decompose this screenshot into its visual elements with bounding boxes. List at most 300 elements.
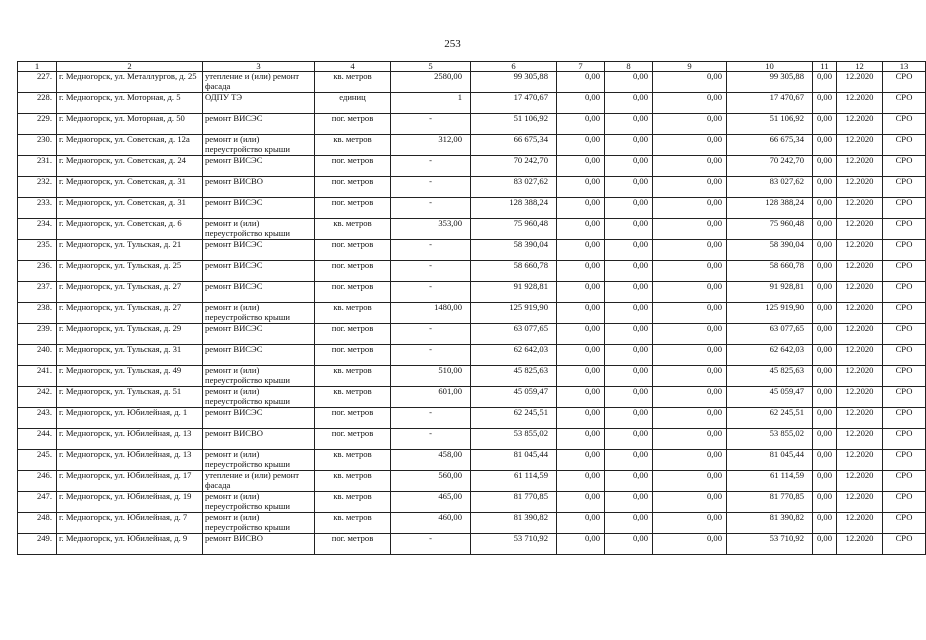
quantity-cell: - [391, 114, 471, 135]
address-cell: г. Медногорск, ул. Тульская, д. 25 [57, 261, 203, 282]
row-number: 229. [18, 114, 57, 135]
quantity-cell: - [391, 429, 471, 450]
unit-cell: пог. метров [315, 534, 391, 555]
quantity-cell: - [391, 345, 471, 366]
source-cell: СРО [883, 492, 926, 513]
col7-cell: 0,00 [557, 240, 605, 261]
table-row [18, 492, 926, 513]
source-cell: СРО [883, 513, 926, 534]
col9-cell: 0,00 [653, 219, 727, 240]
source-cell: СРО [883, 450, 926, 471]
work-type-cell: ремонт и (или) переустройство крыши [203, 387, 315, 408]
col8-cell: 0,00 [605, 513, 653, 534]
source-cell: СРО [883, 324, 926, 345]
table-row [18, 114, 926, 135]
col11-cell: 0,00 [813, 156, 837, 177]
quantity-cell: 465,00 [391, 492, 471, 513]
cost-cell: 83 027,62 [471, 177, 557, 198]
source-cell: СРО [883, 156, 926, 177]
col11-cell: 0,00 [813, 429, 837, 450]
deadline-cell: 12.2020 [837, 93, 883, 114]
row-number: 248. [18, 513, 57, 534]
col7-cell: 0,00 [557, 345, 605, 366]
col11-cell: 0,00 [813, 345, 837, 366]
cost-cell: 125 919,90 [471, 303, 557, 324]
col11-cell: 0,00 [813, 471, 837, 492]
deadline-cell: 12.2020 [837, 324, 883, 345]
cost-cell: 81 770,85 [471, 492, 557, 513]
work-type-cell: ремонт ВИСЭС [203, 156, 315, 177]
col8-cell: 0,00 [605, 114, 653, 135]
deadline-cell: 12.2020 [837, 240, 883, 261]
col7-cell: 0,00 [557, 135, 605, 156]
col11-cell: 0,00 [813, 219, 837, 240]
total-cell: 99 305,88 [727, 72, 813, 93]
unit-cell: пог. метров [315, 114, 391, 135]
row-number: 230. [18, 135, 57, 156]
total-cell: 66 675,34 [727, 135, 813, 156]
col7-cell: 0,00 [557, 534, 605, 555]
source-cell: СРО [883, 303, 926, 324]
works-table [17, 61, 926, 555]
quantity-cell: - [391, 198, 471, 219]
col11-cell: 0,00 [813, 324, 837, 345]
col8-cell: 0,00 [605, 156, 653, 177]
row-number: 231. [18, 156, 57, 177]
unit-cell: пог. метров [315, 345, 391, 366]
address-cell: г. Медногорск, ул. Юбилейная, д. 13 [57, 450, 203, 471]
col11-cell: 0,00 [813, 366, 837, 387]
total-cell: 45 825,63 [727, 366, 813, 387]
address-cell: г. Медногорск, ул. Юбилейная, д. 1 [57, 408, 203, 429]
total-cell: 128 388,24 [727, 198, 813, 219]
col11-cell: 0,00 [813, 492, 837, 513]
col9-cell: 0,00 [653, 513, 727, 534]
col8-cell: 0,00 [605, 408, 653, 429]
source-cell: СРО [883, 534, 926, 555]
col11-cell: 0,00 [813, 513, 837, 534]
col11-cell: 0,00 [813, 534, 837, 555]
col11-cell: 0,00 [813, 177, 837, 198]
col11-cell: 0,00 [813, 303, 837, 324]
total-cell: 53 710,92 [727, 534, 813, 555]
total-cell: 83 027,62 [727, 177, 813, 198]
col7-cell: 0,00 [557, 261, 605, 282]
col7-cell: 0,00 [557, 72, 605, 93]
col11-cell: 0,00 [813, 387, 837, 408]
deadline-cell: 12.2020 [837, 471, 883, 492]
col11-cell: 0,00 [813, 135, 837, 156]
deadline-cell: 12.2020 [837, 366, 883, 387]
row-number: 228. [18, 93, 57, 114]
deadline-cell: 12.2020 [837, 177, 883, 198]
quantity-cell: 1 [391, 93, 471, 114]
col8-cell: 0,00 [605, 135, 653, 156]
work-type-cell: утепление и (или) ремонт фасада [203, 471, 315, 492]
work-type-cell: ремонт и (или) переустройство крыши [203, 513, 315, 534]
table-row [18, 324, 926, 345]
unit-cell: кв. метров [315, 471, 391, 492]
unit-cell: кв. метров [315, 72, 391, 93]
col8-cell: 0,00 [605, 366, 653, 387]
row-number: 238. [18, 303, 57, 324]
table-row [18, 72, 926, 93]
cost-cell: 53 855,02 [471, 429, 557, 450]
col9-cell: 0,00 [653, 366, 727, 387]
address-cell: г. Медногорск, ул. Советская, д. 12а [57, 135, 203, 156]
unit-cell: пог. метров [315, 240, 391, 261]
unit-cell: пог. метров [315, 429, 391, 450]
address-cell: г. Медногорск, ул. Юбилейная, д. 13 [57, 429, 203, 450]
cost-cell: 61 114,59 [471, 471, 557, 492]
work-type-cell: утепление и (или) ремонт фасада [203, 72, 315, 93]
cost-cell: 53 710,92 [471, 534, 557, 555]
deadline-cell: 12.2020 [837, 72, 883, 93]
unit-cell: кв. метров [315, 513, 391, 534]
cost-cell: 62 642,03 [471, 345, 557, 366]
col7-cell: 0,00 [557, 513, 605, 534]
total-cell: 75 960,48 [727, 219, 813, 240]
table-row [18, 177, 926, 198]
col8-cell: 0,00 [605, 324, 653, 345]
table-row [18, 219, 926, 240]
table-row [18, 408, 926, 429]
table-row [18, 198, 926, 219]
deadline-cell: 12.2020 [837, 219, 883, 240]
work-type-cell: ремонт и (или) переустройство крыши [203, 135, 315, 156]
address-cell: г. Медногорск, ул. Моторная, д. 50 [57, 114, 203, 135]
quantity-cell: 312,00 [391, 135, 471, 156]
col7-cell: 0,00 [557, 450, 605, 471]
unit-cell: кв. метров [315, 303, 391, 324]
address-cell: г. Медногорск, ул. Юбилейная, д. 9 [57, 534, 203, 555]
deadline-cell: 12.2020 [837, 198, 883, 219]
col9-cell: 0,00 [653, 324, 727, 345]
table-row [18, 93, 926, 114]
table-row [18, 366, 926, 387]
cost-cell: 81 045,44 [471, 450, 557, 471]
total-cell: 70 242,70 [727, 156, 813, 177]
unit-cell: кв. метров [315, 387, 391, 408]
address-cell: г. Медногорск, ул. Советская, д. 24 [57, 156, 203, 177]
quantity-cell: 1480,00 [391, 303, 471, 324]
source-cell: СРО [883, 177, 926, 198]
total-cell: 81 390,82 [727, 513, 813, 534]
unit-cell: пог. метров [315, 261, 391, 282]
row-number: 242. [18, 387, 57, 408]
table-row [18, 156, 926, 177]
source-cell: СРО [883, 345, 926, 366]
source-cell: СРО [883, 72, 926, 93]
unit-cell: единиц [315, 93, 391, 114]
total-cell: 51 106,92 [727, 114, 813, 135]
col8-cell: 0,00 [605, 492, 653, 513]
row-number: 239. [18, 324, 57, 345]
col7-cell: 0,00 [557, 282, 605, 303]
col9-cell: 0,00 [653, 303, 727, 324]
total-cell: 62 642,03 [727, 345, 813, 366]
cost-cell: 63 077,65 [471, 324, 557, 345]
work-type-cell: ремонт и (или) переустройство крыши [203, 492, 315, 513]
unit-cell: кв. метров [315, 450, 391, 471]
deadline-cell: 12.2020 [837, 450, 883, 471]
table-row [18, 450, 926, 471]
deadline-cell: 12.2020 [837, 156, 883, 177]
source-cell: СРО [883, 282, 926, 303]
address-cell: г. Медногорск, ул. Тульская, д. 51 [57, 387, 203, 408]
quantity-cell: - [391, 408, 471, 429]
col8-cell: 0,00 [605, 240, 653, 261]
total-cell: 58 390,04 [727, 240, 813, 261]
col11-cell: 0,00 [813, 282, 837, 303]
source-cell: СРО [883, 135, 926, 156]
total-cell: 17 470,67 [727, 93, 813, 114]
col9-cell: 0,00 [653, 408, 727, 429]
deadline-cell: 12.2020 [837, 114, 883, 135]
quantity-cell: 560,00 [391, 471, 471, 492]
cost-cell: 99 305,88 [471, 72, 557, 93]
total-cell: 125 919,90 [727, 303, 813, 324]
unit-cell: кв. метров [315, 219, 391, 240]
cost-cell: 17 470,67 [471, 93, 557, 114]
row-number: 244. [18, 429, 57, 450]
table-row [18, 429, 926, 450]
unit-cell: кв. метров [315, 135, 391, 156]
address-cell: г. Медногорск, ул. Тульская, д. 27 [57, 303, 203, 324]
col9-cell: 0,00 [653, 156, 727, 177]
address-cell: г. Медногорск, ул. Моторная, д. 5 [57, 93, 203, 114]
source-cell: СРО [883, 93, 926, 114]
deadline-cell: 12.2020 [837, 534, 883, 555]
address-cell: г. Медногорск, ул. Тульская, д. 29 [57, 324, 203, 345]
address-cell: г. Медногорск, ул. Советская, д. 31 [57, 177, 203, 198]
unit-cell: кв. метров [315, 366, 391, 387]
column-number-12: 12 [837, 62, 883, 72]
col7-cell: 0,00 [557, 429, 605, 450]
work-type-cell: ремонт и (или) переустройство крыши [203, 450, 315, 471]
quantity-cell: 353,00 [391, 219, 471, 240]
col7-cell: 0,00 [557, 303, 605, 324]
column-number-row [18, 62, 926, 72]
work-type-cell: ремонт ВИСЭС [203, 345, 315, 366]
work-type-cell: ремонт ВИСЭС [203, 114, 315, 135]
address-cell: г. Медногорск, ул. Советская, д. 31 [57, 198, 203, 219]
col8-cell: 0,00 [605, 429, 653, 450]
work-type-cell: ремонт и (или) переустройство крыши [203, 366, 315, 387]
total-cell: 45 059,47 [727, 387, 813, 408]
unit-cell: пог. метров [315, 324, 391, 345]
source-cell: СРО [883, 429, 926, 450]
work-type-cell: ремонт ВИСВО [203, 429, 315, 450]
deadline-cell: 12.2020 [837, 261, 883, 282]
address-cell: г. Медногорск, ул. Тульская, д. 27 [57, 282, 203, 303]
cost-cell: 45 825,63 [471, 366, 557, 387]
total-cell: 62 245,51 [727, 408, 813, 429]
row-number: 236. [18, 261, 57, 282]
col7-cell: 0,00 [557, 366, 605, 387]
col9-cell: 0,00 [653, 93, 727, 114]
col8-cell: 0,00 [605, 93, 653, 114]
col8-cell: 0,00 [605, 450, 653, 471]
col9-cell: 0,00 [653, 282, 727, 303]
work-type-cell: ремонт ВИСЭС [203, 198, 315, 219]
row-number: 246. [18, 471, 57, 492]
quantity-cell: 601,00 [391, 387, 471, 408]
col8-cell: 0,00 [605, 471, 653, 492]
quantity-cell: - [391, 324, 471, 345]
row-number: 235. [18, 240, 57, 261]
row-number: 233. [18, 198, 57, 219]
col8-cell: 0,00 [605, 72, 653, 93]
col9-cell: 0,00 [653, 72, 727, 93]
deadline-cell: 12.2020 [837, 513, 883, 534]
deadline-cell: 12.2020 [837, 303, 883, 324]
source-cell: СРО [883, 219, 926, 240]
col8-cell: 0,00 [605, 219, 653, 240]
col11-cell: 0,00 [813, 261, 837, 282]
col7-cell: 0,00 [557, 114, 605, 135]
col11-cell: 0,00 [813, 114, 837, 135]
col9-cell: 0,00 [653, 345, 727, 366]
total-cell: 91 928,81 [727, 282, 813, 303]
col11-cell: 0,00 [813, 198, 837, 219]
table-row [18, 282, 926, 303]
address-cell: г. Медногорск, ул. Советская, д. 6 [57, 219, 203, 240]
col9-cell: 0,00 [653, 198, 727, 219]
cost-cell: 58 390,04 [471, 240, 557, 261]
col8-cell: 0,00 [605, 345, 653, 366]
table-row [18, 513, 926, 534]
column-number-10: 10 [727, 62, 813, 72]
col9-cell: 0,00 [653, 177, 727, 198]
row-number: 247. [18, 492, 57, 513]
col11-cell: 0,00 [813, 72, 837, 93]
col7-cell: 0,00 [557, 198, 605, 219]
source-cell: СРО [883, 240, 926, 261]
column-number-13: 13 [883, 62, 926, 72]
row-number: 237. [18, 282, 57, 303]
deadline-cell: 12.2020 [837, 492, 883, 513]
col11-cell: 0,00 [813, 450, 837, 471]
quantity-cell: 460,00 [391, 513, 471, 534]
table-row [18, 387, 926, 408]
row-number: 241. [18, 366, 57, 387]
col9-cell: 0,00 [653, 429, 727, 450]
deadline-cell: 12.2020 [837, 429, 883, 450]
col7-cell: 0,00 [557, 471, 605, 492]
unit-cell: пог. метров [315, 198, 391, 219]
address-cell: г. Медногорск, ул. Металлургов, д. 25 [57, 72, 203, 93]
table-row [18, 534, 926, 555]
address-cell: г. Медногорск, ул. Юбилейная, д. 19 [57, 492, 203, 513]
quantity-cell: - [391, 240, 471, 261]
row-number: 240. [18, 345, 57, 366]
quantity-cell: - [391, 534, 471, 555]
cost-cell: 91 928,81 [471, 282, 557, 303]
cost-cell: 128 388,24 [471, 198, 557, 219]
col11-cell: 0,00 [813, 93, 837, 114]
work-type-cell: ремонт ВИСВО [203, 177, 315, 198]
col8-cell: 0,00 [605, 534, 653, 555]
col7-cell: 0,00 [557, 177, 605, 198]
work-type-cell: ремонт ВИСЭС [203, 282, 315, 303]
col7-cell: 0,00 [557, 324, 605, 345]
unit-cell: кв. метров [315, 492, 391, 513]
address-cell: г. Медногорск, ул. Юбилейная, д. 7 [57, 513, 203, 534]
quantity-cell: - [391, 156, 471, 177]
deadline-cell: 12.2020 [837, 135, 883, 156]
table-row [18, 471, 926, 492]
col8-cell: 0,00 [605, 198, 653, 219]
unit-cell: пог. метров [315, 282, 391, 303]
total-cell: 61 114,59 [727, 471, 813, 492]
cost-cell: 66 675,34 [471, 135, 557, 156]
total-cell: 53 855,02 [727, 429, 813, 450]
column-number-5: 5 [391, 62, 471, 72]
table-row [18, 345, 926, 366]
quantity-cell: 2580,00 [391, 72, 471, 93]
address-cell: г. Медногорск, ул. Юбилейная, д. 17 [57, 471, 203, 492]
deadline-cell: 12.2020 [837, 408, 883, 429]
col7-cell: 0,00 [557, 93, 605, 114]
row-number: 243. [18, 408, 57, 429]
column-number-4: 4 [315, 62, 391, 72]
source-cell: СРО [883, 114, 926, 135]
work-type-cell: ремонт ВИСЭС [203, 240, 315, 261]
table-row [18, 303, 926, 324]
unit-cell: пог. метров [315, 177, 391, 198]
column-number-9: 9 [653, 62, 727, 72]
cost-cell: 58 660,78 [471, 261, 557, 282]
col9-cell: 0,00 [653, 450, 727, 471]
table-row [18, 261, 926, 282]
cost-cell: 62 245,51 [471, 408, 557, 429]
row-number: 232. [18, 177, 57, 198]
col8-cell: 0,00 [605, 261, 653, 282]
address-cell: г. Медногорск, ул. Тульская, д. 31 [57, 345, 203, 366]
column-number-6: 6 [471, 62, 557, 72]
total-cell: 81 770,85 [727, 492, 813, 513]
quantity-cell: - [391, 282, 471, 303]
col8-cell: 0,00 [605, 387, 653, 408]
quantity-cell: 458,00 [391, 450, 471, 471]
cost-cell: 75 960,48 [471, 219, 557, 240]
col9-cell: 0,00 [653, 534, 727, 555]
deadline-cell: 12.2020 [837, 387, 883, 408]
col7-cell: 0,00 [557, 156, 605, 177]
col7-cell: 0,00 [557, 387, 605, 408]
unit-cell: пог. метров [315, 156, 391, 177]
col9-cell: 0,00 [653, 492, 727, 513]
cost-cell: 51 106,92 [471, 114, 557, 135]
source-cell: СРО [883, 408, 926, 429]
row-number: 227. [18, 72, 57, 93]
column-number-1: 1 [18, 62, 57, 72]
row-number: 245. [18, 450, 57, 471]
col7-cell: 0,00 [557, 219, 605, 240]
col7-cell: 0,00 [557, 408, 605, 429]
source-cell: СРО [883, 366, 926, 387]
col8-cell: 0,00 [605, 282, 653, 303]
work-type-cell: ремонт ВИСЭС [203, 261, 315, 282]
col9-cell: 0,00 [653, 240, 727, 261]
page-number: 253 [444, 38, 461, 50]
table-row [18, 240, 926, 261]
col8-cell: 0,00 [605, 303, 653, 324]
source-cell: СРО [883, 261, 926, 282]
column-number-8: 8 [605, 62, 653, 72]
col9-cell: 0,00 [653, 471, 727, 492]
